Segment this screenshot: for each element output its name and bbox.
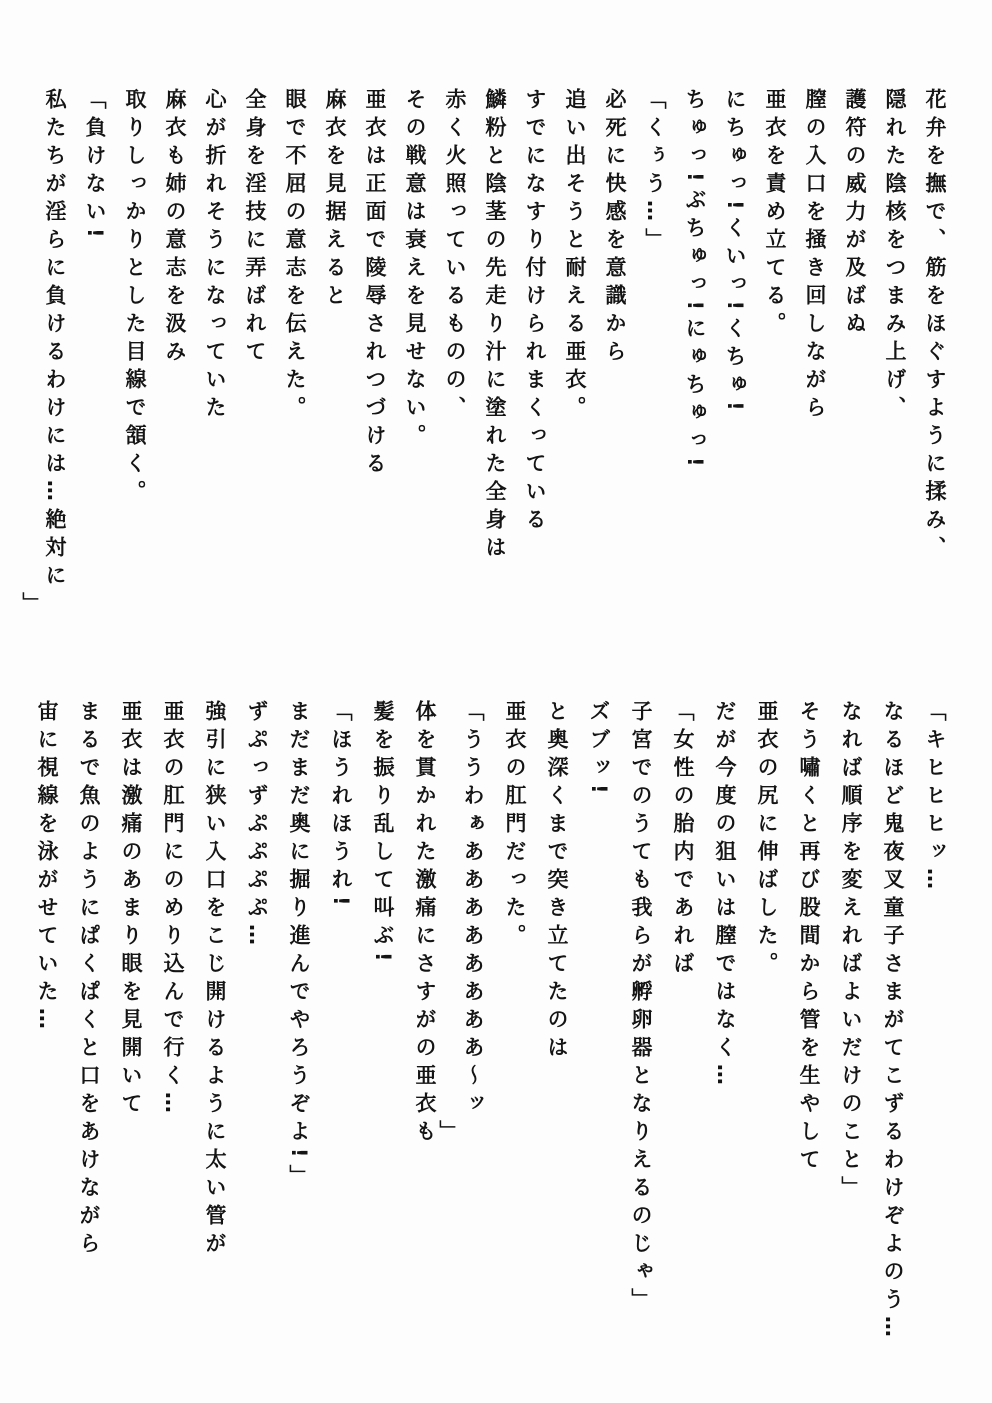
- text-line: 追い出そうと耐える亜衣。: [563, 88, 587, 424]
- upper-text-block: [20, 88, 955, 636]
- text-line: 赤く火照っているものの、: [443, 88, 467, 424]
- text-line: 鱗粉と陰茎の先走り汁に塗れた全身は: [483, 88, 507, 564]
- text-line: 亜衣の肛門だった。: [503, 700, 527, 952]
- text-line: 強引に狭い入口をこじ開けるように太い管が: [203, 700, 227, 1260]
- text-line: その戦意は衰えを見せない。: [403, 88, 427, 452]
- lower-text-block: [26, 700, 956, 1376]
- text-line: 「くぅう…」: [643, 88, 667, 256]
- text-line: 必死に快感を意識から: [603, 88, 627, 368]
- text-line: ちゅっ!ぶちゅっ!にゅちゅっ!: [683, 88, 707, 474]
- text-line: すでになすり付けられまくっている: [523, 88, 547, 536]
- text-line: まるで魚のようにぱくぱくと口をあけながら: [77, 700, 101, 1260]
- text-line: 亜衣の尻に伸ばした。: [755, 700, 779, 980]
- text-line: 」: [437, 1120, 461, 1148]
- text-line: だが今度の狙いは膣ではなく…: [713, 700, 737, 1092]
- text-line: なるほど鬼夜叉童子さまがてこずるわけぞよのう…: [881, 700, 905, 1344]
- text-line: 「女性の胎内であれば: [671, 700, 695, 980]
- text-line: 「負けない!: [83, 88, 107, 245]
- text-line: と奥深くまで突き立てたのは: [545, 700, 569, 1064]
- text-line: にちゅっ!くいっ!くちゅ!: [723, 88, 747, 418]
- text-line: 亜衣は激痛のあまり眼を見開いて: [119, 700, 143, 1120]
- text-line: 全身を淫技に弄ばれて: [243, 88, 267, 368]
- text-line: 眼で不屈の意志を伝えた。: [283, 88, 307, 424]
- text-line: 麻衣を見据えると: [323, 88, 347, 312]
- text-line: 護符の威力が及ばぬ: [843, 88, 867, 340]
- text-line: 「ううわぁああああああああ〜ッ: [461, 700, 485, 1120]
- text-line: なれば順序を変えればよいだけのこと」: [839, 700, 863, 1204]
- text-line: 亜衣の肛門にのめり込んで行く…: [161, 700, 185, 1120]
- text-line: 子宮でのうても我らが孵卵器となりえるのじゃ」: [629, 700, 653, 1316]
- text-line: 麻衣も姉の意志を汲み: [163, 88, 187, 368]
- text-line: 亜衣は正面で陵辱されつづける: [363, 88, 387, 480]
- text-line: 「キヒヒヒッ…: [923, 700, 947, 896]
- text-line: 隠れた陰核をつまみ上げ、: [883, 88, 907, 424]
- text-line: 髪を振り乱して叫ぶ!: [371, 700, 395, 969]
- text-line: 宙に視線を泳がせていた…: [35, 700, 59, 1036]
- text-line: 「ほうれほうれ!: [329, 700, 353, 913]
- text-line: 」: [20, 591, 44, 620]
- text-line: 亜衣を責め立てる。: [763, 88, 787, 340]
- text-line: そう嘯くと再び股間から管を生やして: [797, 700, 821, 1176]
- text-line: 私たちが淫らに負けるわけには…絶対に: [43, 88, 67, 592]
- text-line: 花弁を撫で、筋をほぐすように揉み、: [923, 88, 947, 564]
- text-line: ズブッ!: [587, 700, 611, 801]
- text-line: 膣の入口を掻き回しながら: [803, 88, 827, 424]
- text-line: まだまだ奥に掘り進んでやろうぞよ!」: [287, 700, 311, 1193]
- text-line: 体を貫かれた激痛にさすがの亜衣も: [413, 700, 437, 1148]
- text-line: 心が折れそうになっていた: [203, 88, 227, 424]
- text-line: 取りしっかりとした目線で頷く。: [123, 88, 147, 508]
- text-line: ずぷっずぷぷぷぷ…: [245, 700, 269, 952]
